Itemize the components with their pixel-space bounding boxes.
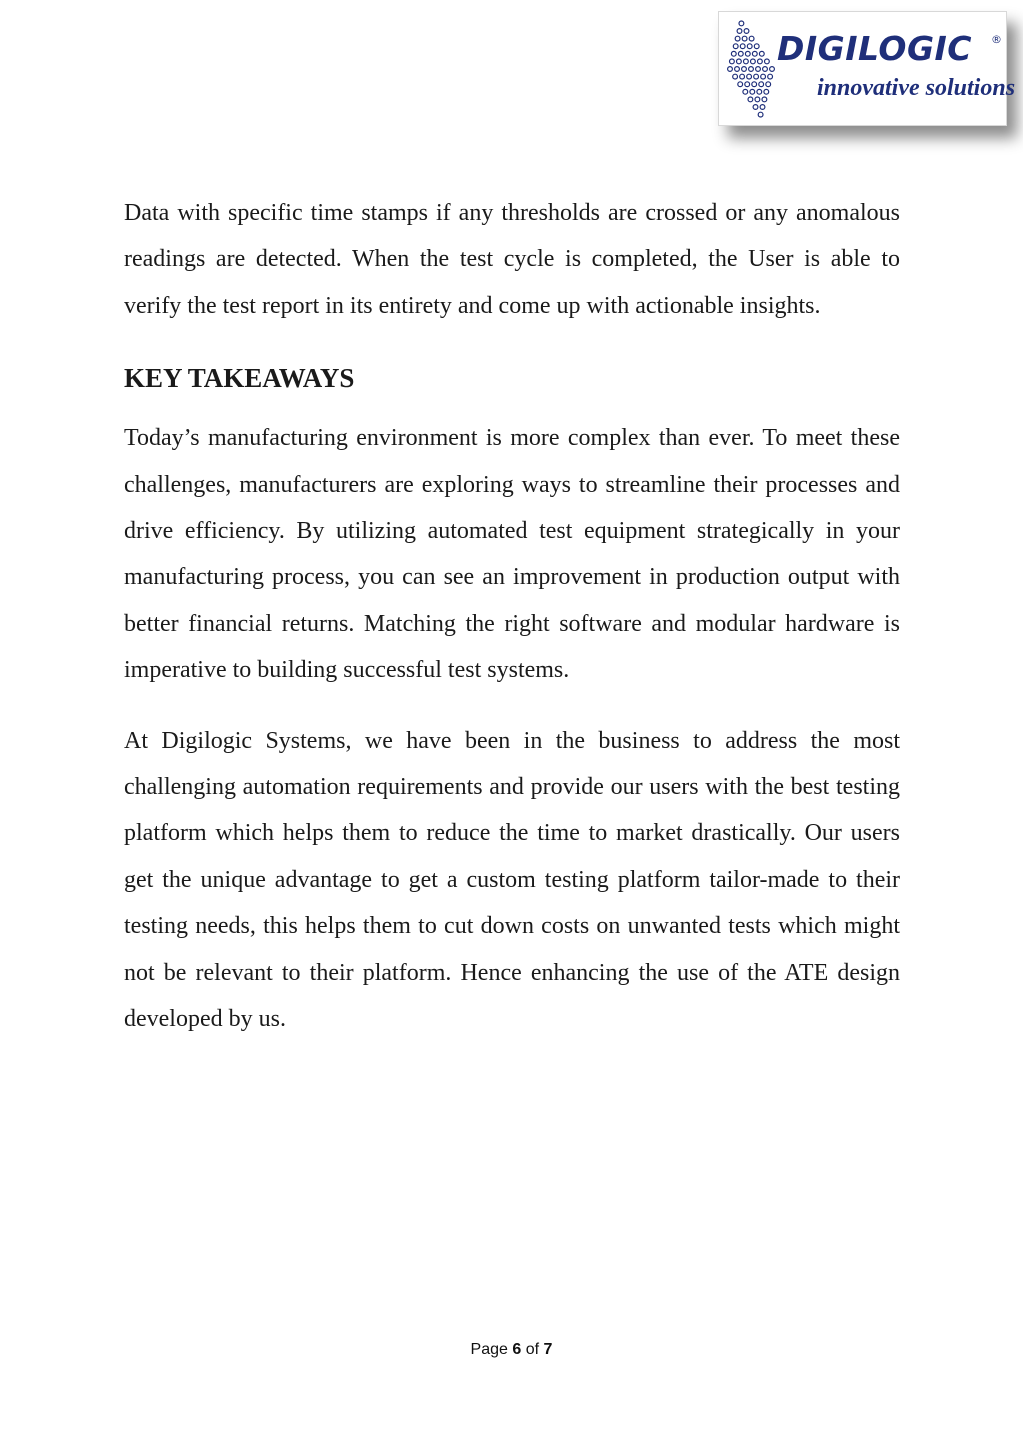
logo-dot <box>760 105 765 110</box>
logo-dot <box>737 59 742 64</box>
intro-paragraph: Data with specific time stamps if any thresholds are crossed or any anomalous readings are detected. When the test cycle is completed, the User is able to verify the test report in its entirety and come up with actionable insights. <box>124 200 900 319</box>
logo-dot <box>743 89 748 94</box>
logo-dot <box>742 67 747 72</box>
logo-dot <box>755 97 760 102</box>
logo-wordmark: DIGILOGIC <box>777 29 973 68</box>
takeaways-paragraph-2: At Digilogic Systems, we have been in the business to address the most challenging automation requirements and provide our users with the best testing platform which helps them to reduce the time to market drastically. Our users get the unique advantage to get a custom testing platform tailor-made to their testing needs, this helps them to cut down costs on unwanted tests which might not be relevant to their platform. Hence enhancing the use of the ATE design developed by us. <box>124 727 900 1033</box>
logo-dot <box>735 36 740 41</box>
logo-dot <box>759 82 764 87</box>
logo-dot <box>763 67 768 72</box>
page-number-footer <box>0 1341 1023 1359</box>
logo-dot <box>742 36 747 41</box>
logo-dot <box>753 105 758 110</box>
logo-dot <box>751 59 756 64</box>
logo-dot <box>750 89 755 94</box>
logo-dot <box>749 67 754 72</box>
logo-dot <box>770 67 775 72</box>
page-label: Page <box>470 1341 508 1358</box>
logo-dot <box>745 82 750 87</box>
logo-dot <box>731 51 736 56</box>
logo-dot <box>745 51 750 56</box>
logo-dot <box>733 44 738 49</box>
logo-dot <box>747 74 752 79</box>
logo-dot <box>754 74 759 79</box>
logo-dot <box>744 29 749 34</box>
total-pages-number: 7 <box>543 1341 553 1358</box>
of-label: of <box>525 1341 540 1358</box>
page-content <box>124 190 900 1043</box>
logo-dot <box>762 97 767 102</box>
logo-dot <box>756 67 761 72</box>
registered-mark: ® <box>991 33 1002 46</box>
logo-tagline: innovative solutions <box>817 75 1016 101</box>
logo-dot <box>759 51 764 56</box>
logo-dot <box>740 74 745 79</box>
logo-dot <box>738 51 743 56</box>
current-page-number: 6 <box>512 1341 522 1358</box>
logo-dot <box>752 82 757 87</box>
logo-dot <box>765 59 770 64</box>
logo-dot <box>735 67 740 72</box>
takeaways-paragraph-1: Today’s manufacturing environment is more complex than ever. To meet these challenges, manufacturers are exploring ways to streamline their processes and drive efficiency. By utilizing automated test equipment strategically in your manufacturing process, you can see an improvement in production output with better financial returns. Matching the right software and modular hardware is imperative to building successful test systems. <box>124 425 900 684</box>
logo-dot <box>744 59 749 64</box>
logo-dot <box>737 29 742 34</box>
logo-dot <box>757 89 762 94</box>
logo-dot <box>728 67 733 72</box>
logo-dot <box>748 97 753 102</box>
section-heading: KEY TAKEAWAYS <box>124 363 355 394</box>
logo-dot <box>766 82 771 87</box>
logo-dot <box>764 89 769 94</box>
logo-dot <box>733 74 738 79</box>
company-logo <box>718 11 1016 126</box>
logo-dot <box>768 74 773 79</box>
logo-dot <box>739 21 744 26</box>
logo-dot <box>758 112 763 117</box>
logo-dot <box>758 59 763 64</box>
logo-dot <box>754 44 759 49</box>
logo-dot <box>752 51 757 56</box>
logo-dot <box>747 44 752 49</box>
logo-dot <box>738 82 743 87</box>
logo-dot <box>740 44 745 49</box>
logo-dot <box>749 36 754 41</box>
logo-dot <box>761 74 766 79</box>
logo-dot <box>730 59 735 64</box>
